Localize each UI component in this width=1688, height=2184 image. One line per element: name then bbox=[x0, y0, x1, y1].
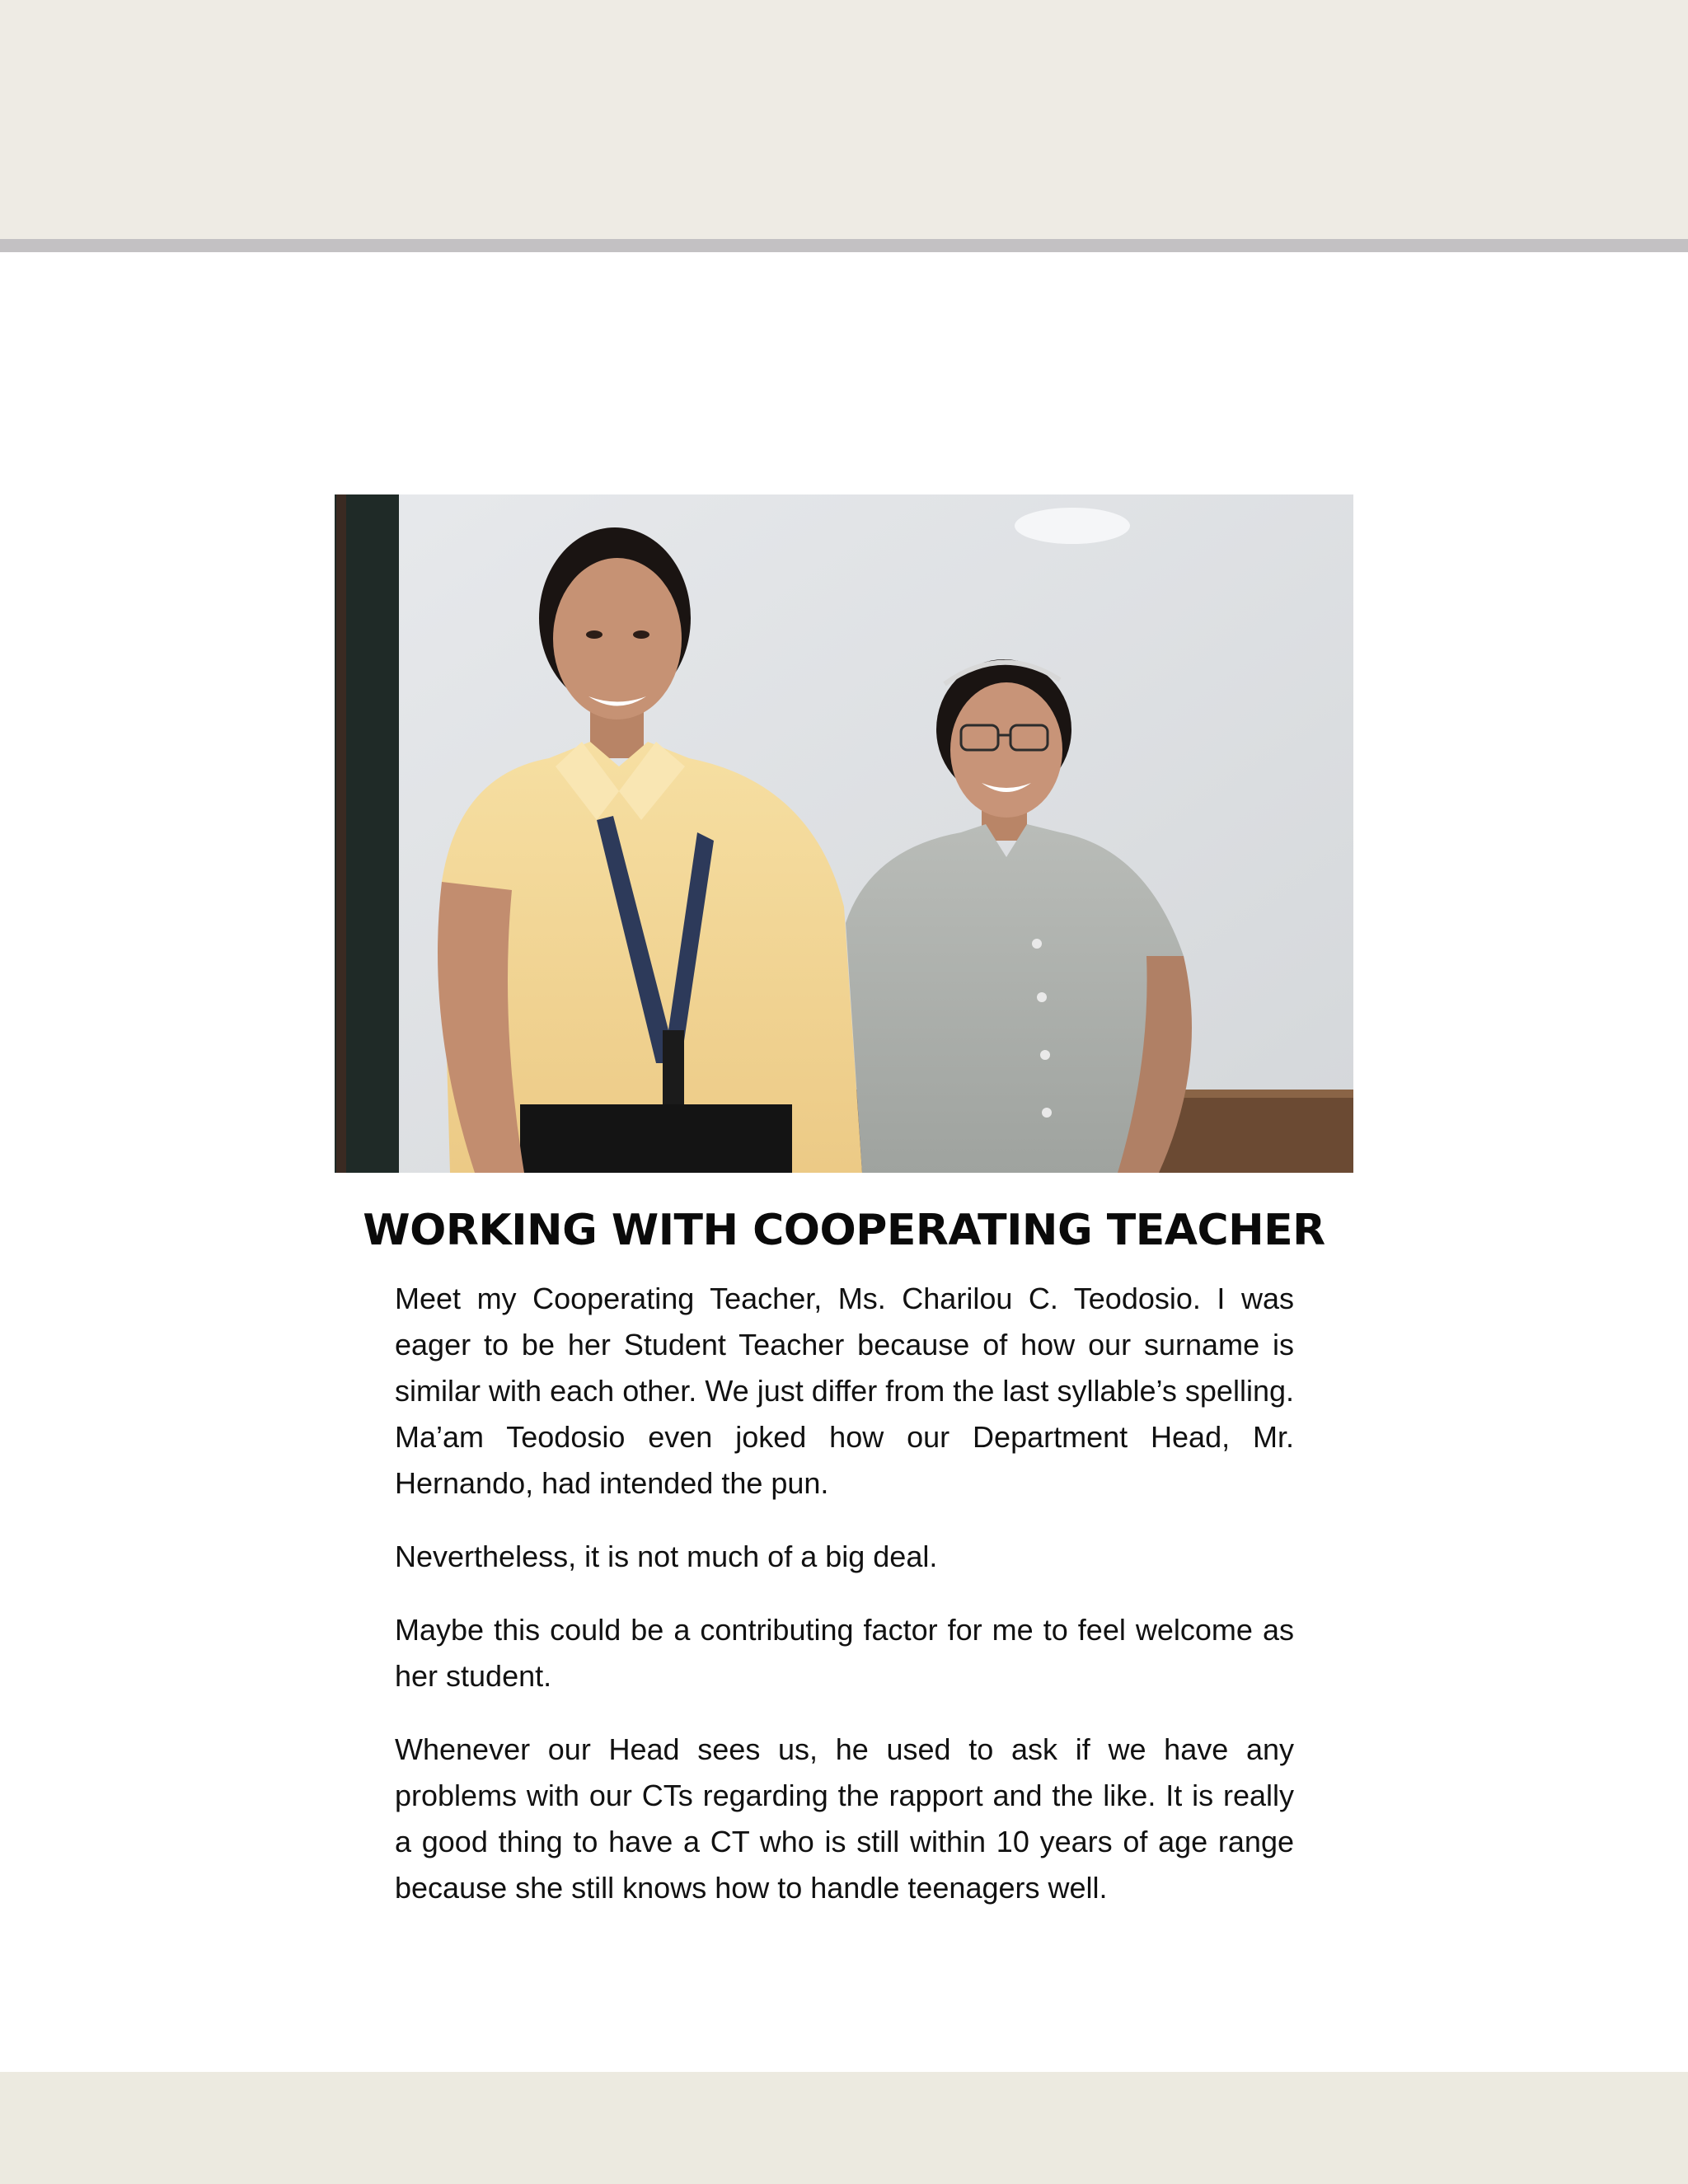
teacher-photo bbox=[335, 494, 1353, 1173]
article-body bbox=[395, 1276, 1294, 1938]
footer-band bbox=[0, 2072, 1688, 2184]
header-band bbox=[0, 0, 1688, 239]
page-title: WORKING WITH COOPERATING TEACHER bbox=[363, 1206, 1325, 1255]
header-divider bbox=[0, 239, 1688, 252]
paragraph: Whenever our Head sees us, he used to ask if we have any problems with our CTs regarding the rapport and the like. It is really a good thing to have a CT who is still within 10 years of age range because she still knows how to handle teenagers well. bbox=[395, 1732, 1294, 1905]
paragraph: Nevertheless, it is not much of a big deal. bbox=[395, 1540, 938, 1573]
photo-illustration bbox=[335, 494, 1353, 1173]
paragraph: Meet my Cooperating Teacher, Ms. Charilou C. Teodosio. I was eager to be her Student Teacher because of how our surname is similar with each other. We just differ from the last syllable’s spelling. Ma’am Teodosio even joked how our Department Head, Mr. Hernando, had intended the pun. bbox=[395, 1282, 1294, 1500]
paragraph: Maybe this could be a contributing factor for me to feel welcome as her student. bbox=[395, 1613, 1294, 1693]
